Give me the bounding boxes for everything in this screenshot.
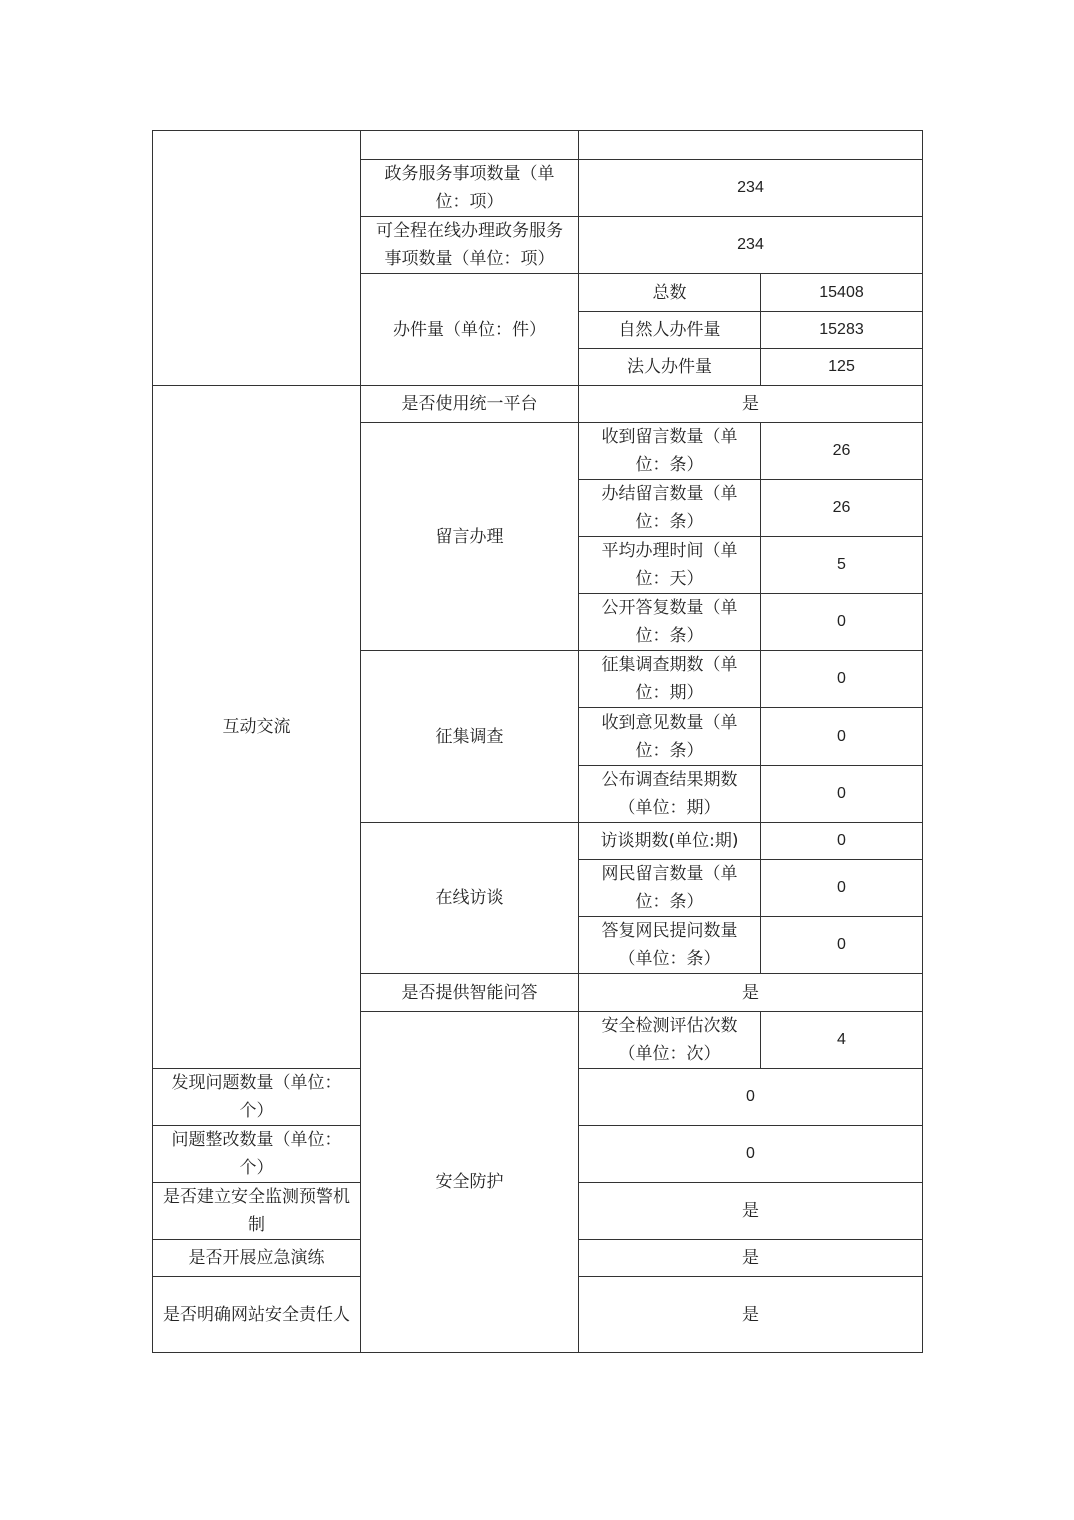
service-items-value: 234: [579, 160, 923, 217]
security-monitor-label: 是否建立安全监测预警机制: [153, 1183, 361, 1240]
cases-label: 办件量（单位：件）: [361, 274, 579, 386]
section-cell-empty: [153, 131, 361, 386]
security-monitor-value: 是: [579, 1183, 923, 1240]
security-found-label: 发现问题数量（单位：个）: [153, 1069, 361, 1126]
message-public-label: 公开答复数量（单位：条）: [579, 594, 761, 651]
cases-legal-label: 法人办件量: [579, 349, 761, 386]
report-table: [152, 130, 923, 1353]
message-avg-value: 5: [761, 537, 923, 594]
security-drill-value: 是: [579, 1240, 923, 1277]
smart-qa-label: 是否提供智能问答: [361, 974, 579, 1012]
message-received-value: 26: [761, 423, 923, 480]
cases-total-label: 总数: [579, 274, 761, 312]
cases-legal-value: 125: [761, 349, 923, 386]
security-found-value: 0: [579, 1069, 923, 1126]
survey-opinions-value: 0: [761, 708, 923, 766]
cases-total-value: 15408: [761, 274, 923, 312]
interview-group-label: 在线访谈: [361, 823, 579, 974]
empty-cell: [361, 131, 579, 160]
empty-cell: [579, 131, 923, 160]
interview-answers-value: 0: [761, 917, 923, 974]
security-owner-label: 是否明确网站安全责任人: [153, 1277, 361, 1353]
platform-value: 是: [579, 386, 923, 423]
cases-natural-value: 15283: [761, 312, 923, 349]
message-received-label: 收到留言数量（单位：条）: [579, 423, 761, 480]
security-checks-label: 安全检测评估次数（单位：次）: [579, 1012, 761, 1069]
message-group-label: 留言办理: [361, 423, 579, 651]
message-avg-label: 平均办理时间（单位：天）: [579, 537, 761, 594]
survey-periods-label: 征集调查期数（单位：期）: [579, 651, 761, 708]
survey-periods-value: 0: [761, 651, 923, 708]
survey-results-label: 公布调查结果期数（单位：期）: [579, 766, 761, 823]
online-items-label: 可全程在线办理政务服务事项数量（单位：项）: [361, 217, 579, 274]
interview-periods-label: 访谈期数(单位:期): [579, 823, 761, 860]
interview-answers-label: 答复网民提问数量（单位：条）: [579, 917, 761, 974]
platform-label: 是否使用统一平台: [361, 386, 579, 423]
section-interaction: 互动交流: [153, 386, 361, 1069]
service-items-label: 政务服务事项数量（单位：项）: [361, 160, 579, 217]
message-done-label: 办结留言数量（单位：条）: [579, 480, 761, 537]
interview-periods-value: 0: [761, 823, 923, 860]
message-done-value: 26: [761, 480, 923, 537]
message-public-value: 0: [761, 594, 923, 651]
security-owner-value: 是: [579, 1277, 923, 1353]
survey-group-label: 征集调查: [361, 651, 579, 823]
cases-natural-label: 自然人办件量: [579, 312, 761, 349]
smart-qa-value: 是: [579, 974, 923, 1012]
survey-opinions-label: 收到意见数量（单位：条）: [579, 708, 761, 766]
security-checks-value: 4: [761, 1012, 923, 1069]
online-items-value: 234: [579, 217, 923, 274]
security-fixed-value: 0: [579, 1126, 923, 1183]
table-row: [153, 131, 923, 160]
interview-messages-label: 网民留言数量（单位：条）: [579, 860, 761, 917]
security-drill-label: 是否开展应急演练: [153, 1240, 361, 1277]
interview-messages-value: 0: [761, 860, 923, 917]
security-fixed-label: 问题整改数量（单位：个）: [153, 1126, 361, 1183]
survey-results-value: 0: [761, 766, 923, 823]
table-row: [153, 386, 923, 423]
section-security: 安全防护: [361, 1012, 579, 1353]
